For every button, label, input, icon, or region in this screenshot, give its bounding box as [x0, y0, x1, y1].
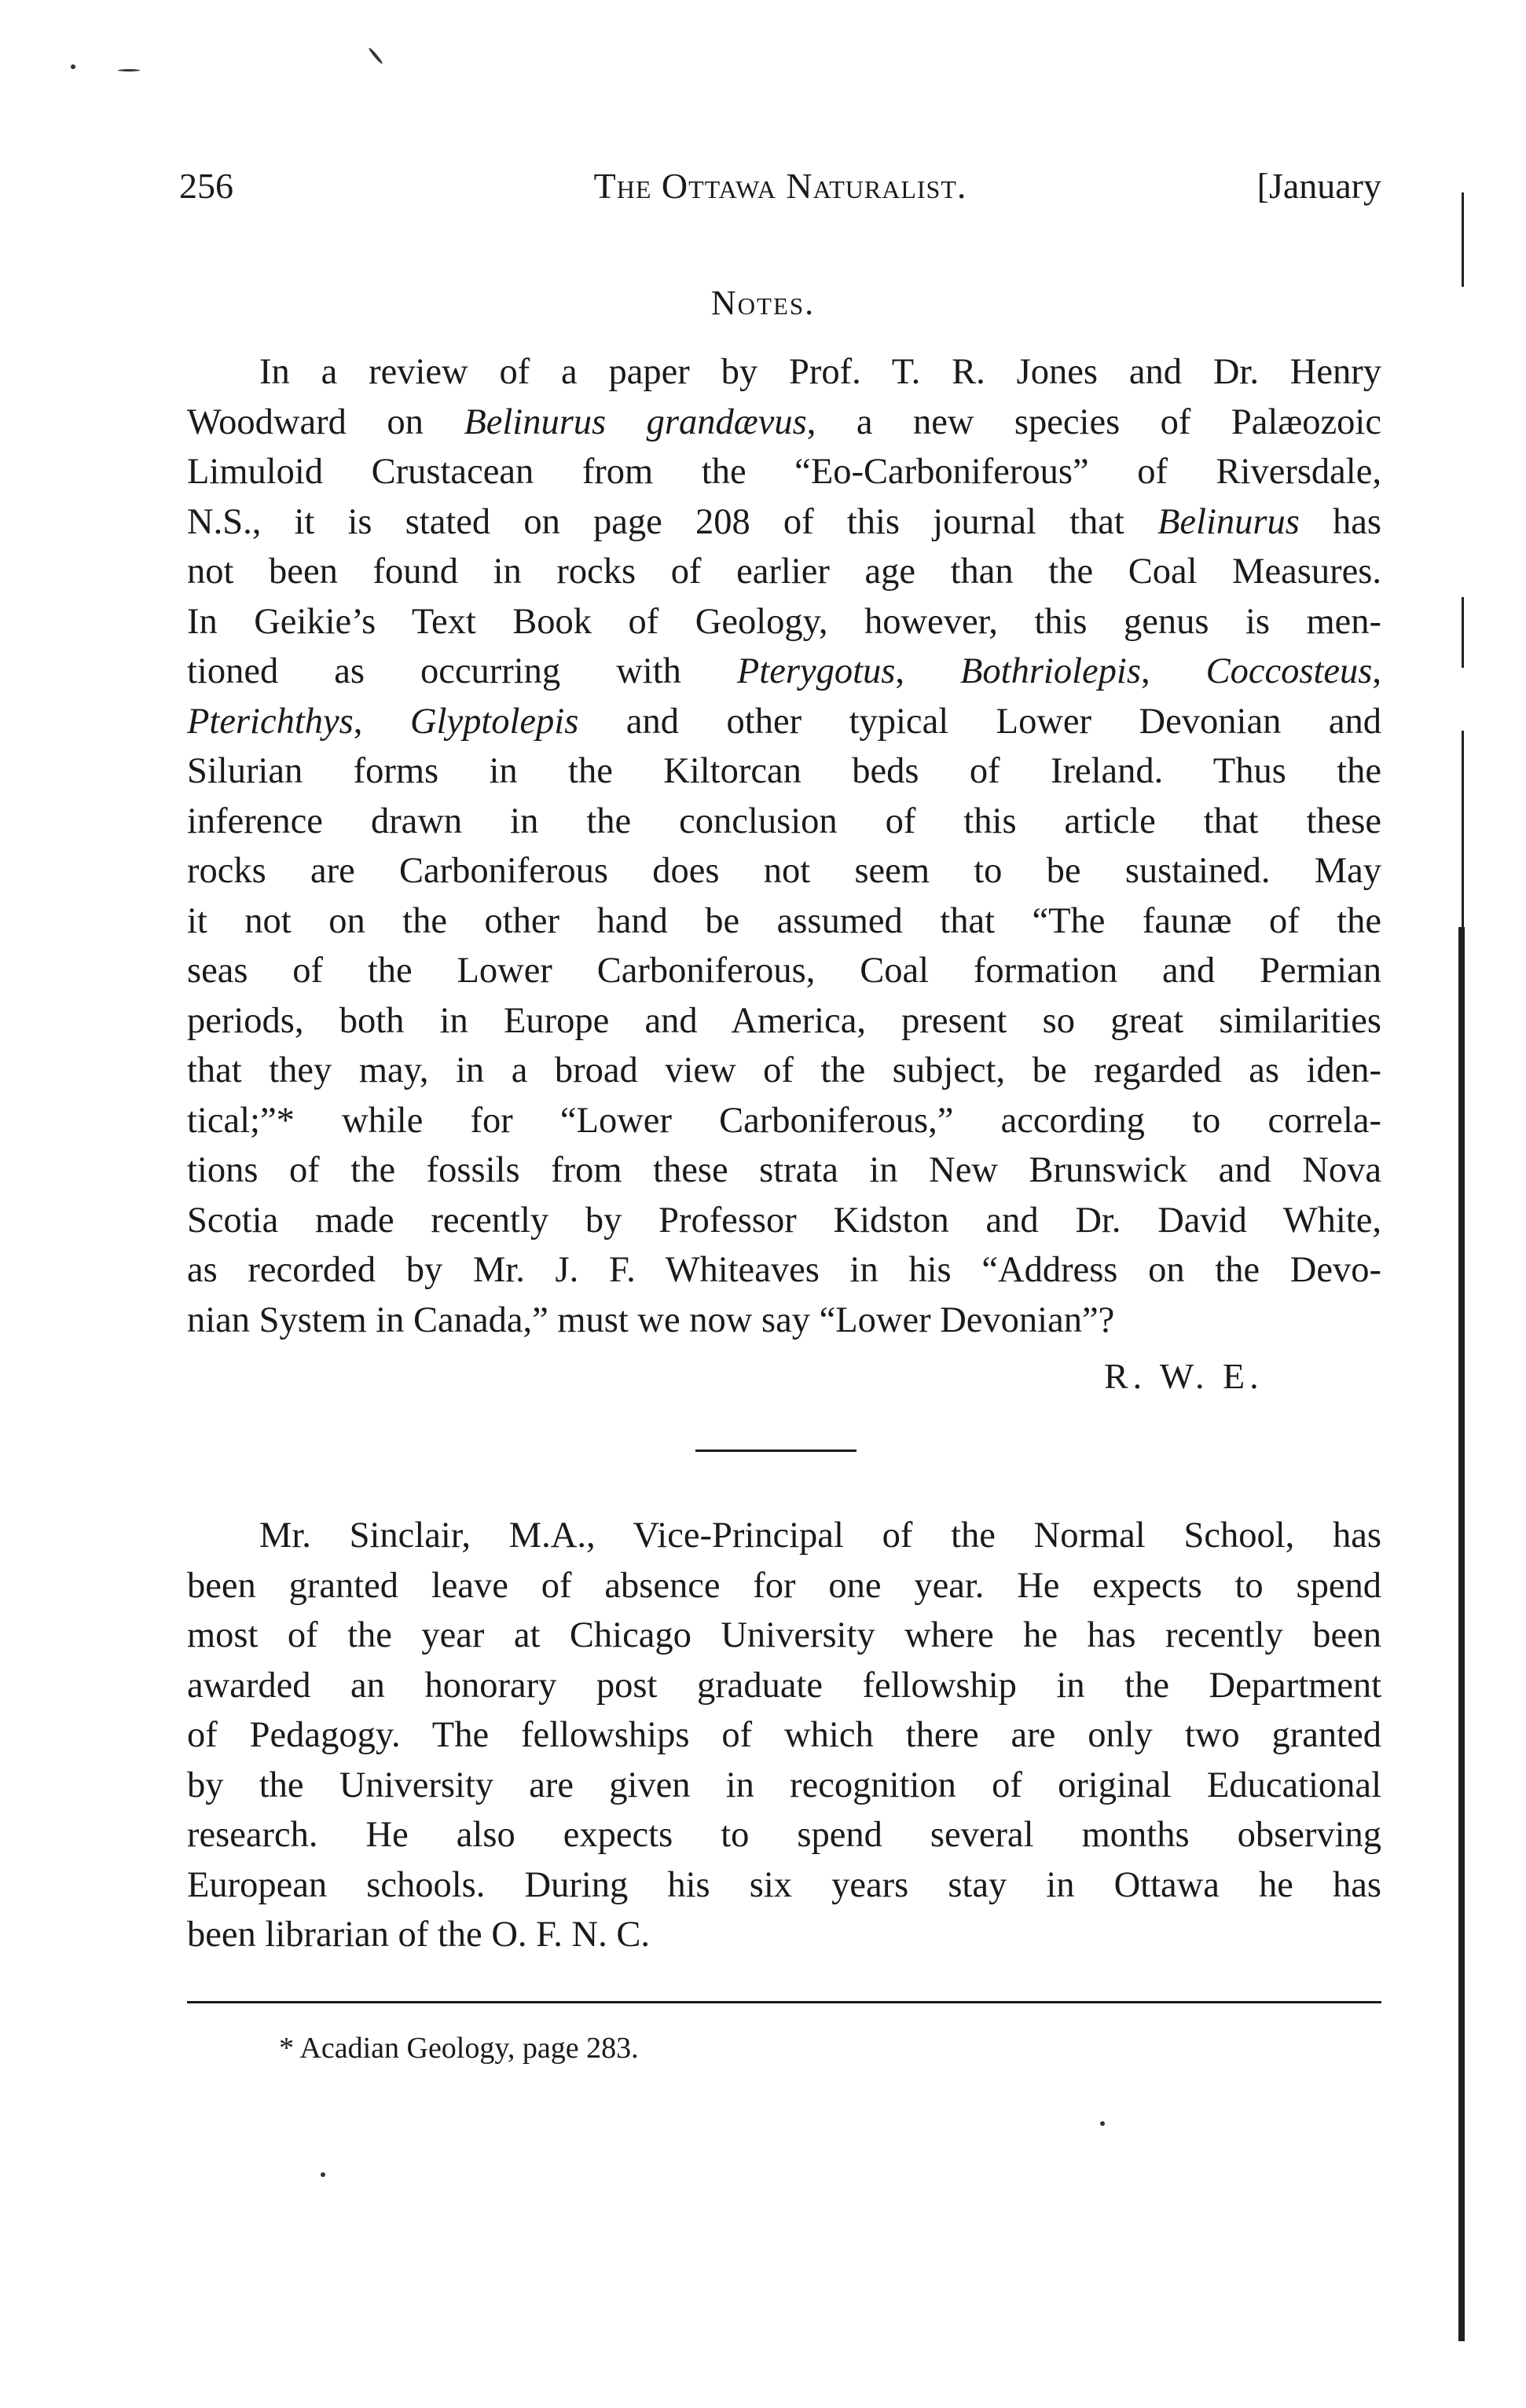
text-line: In a review of a paper by Prof. T. R. Jones and Dr. Henry — [259, 352, 1381, 392]
issue-month: [January — [1256, 166, 1381, 206]
text-line: it not on the other hand be assumed that “The faunæ of the — [187, 900, 1381, 941]
text-line: tioned as occurring with Pterygotus, Bothriolepis, Coccosteus, — [187, 651, 1382, 691]
text-line: Limuloid Crustacean from the “Eo-Carboniferous” of Riversdale, — [187, 452, 1381, 492]
scan-speck — [321, 2172, 325, 2177]
text-line: of Pedagogy. The fellowships of which there are only two granted — [187, 1715, 1381, 1755]
binding-edge-mark — [1462, 192, 1464, 287]
scan-speck — [1100, 2121, 1105, 2126]
text-line: seas of the Lower Carboniferous, Coal formation and Permian — [187, 951, 1381, 991]
text-line: most of the year at Chicago University where he has recently been — [187, 1615, 1381, 1655]
footnote: * Acadian Geology, page 283. — [279, 2032, 639, 2065]
text-line: as recorded by Mr. J. F. Whiteaves in his “Address on the Devo- — [187, 1250, 1381, 1290]
scan-speck — [71, 64, 75, 69]
text-line: N.S., it is stated on page 208 of this journal that Belinurus has — [187, 501, 1381, 542]
text-line: been librarian of the O. F. N. C. — [187, 1915, 651, 1955]
scan-speck — [368, 47, 383, 64]
running-head — [179, 165, 1381, 220]
text-line: Mr. Sinclair, M.A., Vice-Principal of the Normal School, has — [259, 1516, 1381, 1556]
taxon-name: Belinurus — [1157, 501, 1300, 542]
taxon-name: Pterichthys — [187, 701, 354, 742]
journal-title: The Ottawa Naturalist. — [593, 166, 967, 206]
text-line: not been found in rocks of earlier age than the Coal Measures. — [187, 552, 1381, 592]
taxon-name: Belinurus grandævus — [464, 401, 807, 442]
text-line: tical;”* while for “Lower Carboniferous,” according to correla- — [187, 1100, 1381, 1141]
text-line: periods, both in Europe and America, present so great similarities — [187, 1000, 1381, 1041]
binding-edge-mark — [1462, 597, 1464, 668]
section-heading: Notes. — [710, 284, 816, 322]
section-divider — [695, 1450, 857, 1452]
text-line: In Geikie’s Text Book of Geology, however, this genus is men- — [187, 601, 1381, 642]
text-line: research. He also expects to spend several months observing — [187, 1815, 1381, 1855]
text-line: by the University are given in recognition of original Educational — [187, 1765, 1381, 1805]
text-line: Scotia made recently by Professor Kidston and Dr. David White, — [187, 1200, 1381, 1241]
text-line: inference drawn in the conclusion of this article that these — [187, 801, 1381, 841]
taxon-name: Coccosteus — [1205, 651, 1373, 691]
text-line: Pterichthys, Glyptolepis and other typical Lower Devonian and — [187, 701, 1381, 742]
page-number: 256 — [179, 166, 233, 206]
taxon-name: Glyptolepis — [409, 701, 579, 742]
note-paragraph-2 — [187, 1511, 1381, 1960]
text-line: Woodward on Belinurus grandævus, a new species of Palæozoic — [187, 401, 1381, 442]
scan-speck — [118, 69, 140, 71]
binding-edge-mark — [1458, 927, 1465, 2341]
note-paragraph-1 — [187, 347, 1381, 1345]
taxon-name: Bothriolepis — [960, 651, 1141, 691]
text-line: nian System in Canada,” must we now say “Lower Devonian”? — [187, 1299, 1115, 1340]
note-signature: R. W. E. — [1104, 1356, 1264, 1396]
footnote-rule — [187, 2001, 1381, 2003]
text-line: Silurian forms in the Kiltorcan beds of Ireland. Thus the — [187, 751, 1381, 791]
text-line: European schools. During his six years stay in Ottawa he has — [187, 1864, 1381, 1905]
text-line: tions of the fossils from these strata in New Brunswick and Nova — [187, 1150, 1381, 1190]
text-line: awarded an honorary post graduate fellowship in the Department — [187, 1665, 1381, 1706]
taxon-name: Pterygotus — [736, 651, 896, 691]
text-line: been granted leave of absence for one year. He expects to spend — [187, 1565, 1381, 1606]
text-line: that they may, in a broad view of the subject, be regarded as iden- — [187, 1050, 1381, 1090]
text-line: rocks are Carboniferous does not seem to be sustained. May — [187, 851, 1381, 891]
